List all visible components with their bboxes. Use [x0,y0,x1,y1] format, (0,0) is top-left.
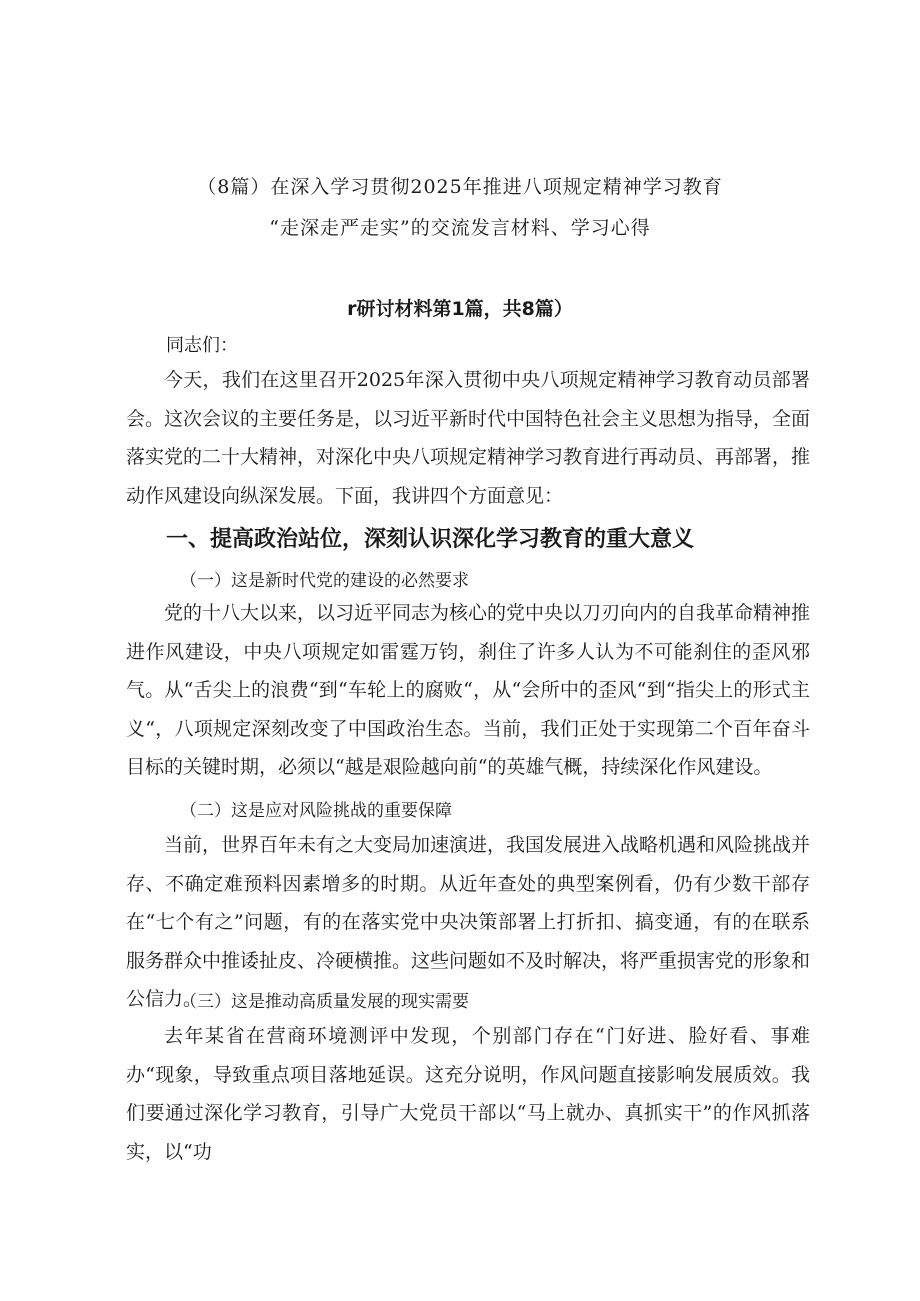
document-subtitle: r研讨材料第1篇，共8篇） [347,298,573,320]
section-1-heading: 一、提高政治站位，深刻认识深化学习教育的重大意义 [166,527,695,552]
subsection-1-paragraph: 党的十八大以来，以习近平同志为核心的党中央以刀刃向内的自我革命精神推进作风建设，中央八项规定如雷霆万钧，刹住了许多人认为不可能刹住的歪风邪气。从“舌尖上的浪费“到“车轮上的腐败“，从“会所中的歪风“到“指尖上的形式主义“，八项规定深刻改变了中国政治生态。当前，我们正处于实现第二个百年奋斗目标的关键时期，必须以“越是艰险越向前“的英雄气概，持续深化作风建设。 [126,602,811,778]
document-title-line-1: （8篇）在深入学习贯彻2025年推进八项规定精神学习教育 [197,176,723,198]
subsection-2-paragraph: 当前，世界百年未有之大变局加速演进，我国发展进入战略机遇和风险挑战并存、不确定难预料因素增多的时期。从近年查处的典型案例看，仍有少数干部存在“七个有之”问题，有的在落实党中央决策部署上打折扣、搞变通，有的在联系服务群众中推诿扯皮、冷硬横推。这些问题如不及时解决，将严重损害党的形象和公信力。 [126,834,811,1010]
subsection-3-paragraph: 去年某省在营商环境测评中发现，个别部门存在“门好进、脸好看、事难办“现象，导致重点项目落地延误。这充分说明，作风问题直接影响发展质效。我们要通过深化学习教育，引导广大党员干部以“马上就办、真抓实干”的作风抓落实，以“功 [126,1025,810,1163]
subsection-1-heading: （一）这是新时代党的建设的必然要求 [180,571,469,591]
subsection-3-heading: （三）这是推动高质量发展的现实需要 [180,992,469,1012]
document-title-line-2: “走深走严走实”的交流发言材料、学习心得 [269,217,651,239]
intro-paragraph: 今天，我们在这里召开2025年深入贯彻中央八项规定精神学习教育动员部署会。这次会议的主要任务是，以习近平新时代中国特色社会主义思想为指导，全面落实党的二十大精神，对深化中央八项规定精神学习教育进行再动员、再部署，推动作风建设向纵深发展。下面，我讲四个方面意见： [126,369,811,507]
salutation: 同志们： [166,335,238,356]
subsection-2-heading: （二）这是应对风险挑战的重要保障 [180,801,452,821]
